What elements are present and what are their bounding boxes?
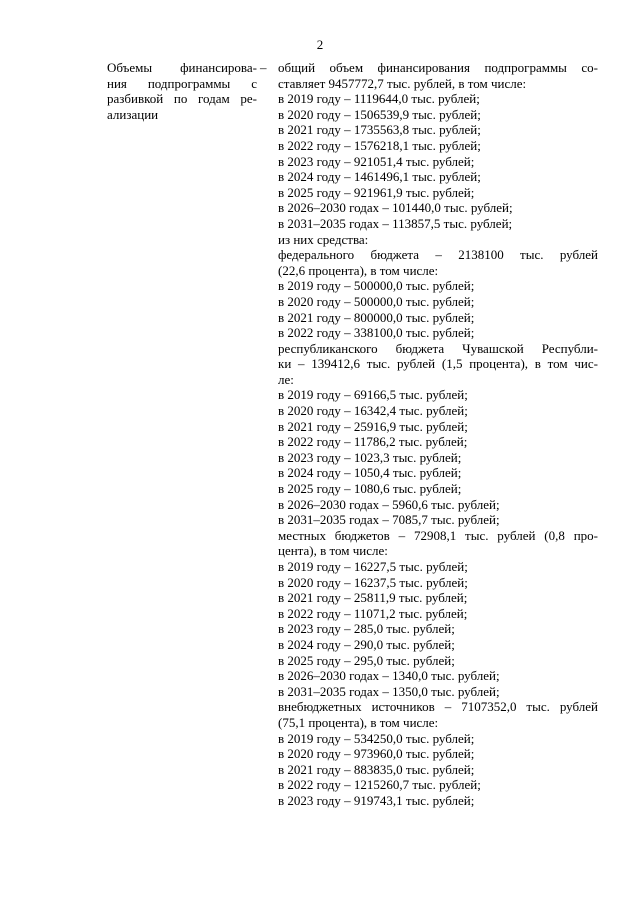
label-line: ализации	[107, 106, 159, 122]
page-number: 2	[316, 37, 324, 52]
content-line: в 2021 году – 883835,0 тыс. рублей;	[278, 761, 475, 777]
content-line: в 2020 году – 16237,5 тыс. рублей;	[278, 574, 468, 590]
content-line: в 2022 году – 11786,2 тыс. рублей;	[278, 434, 468, 450]
content-line: в 2022 году – 1576218,1 тыс. рублей;	[278, 137, 481, 153]
separator-dash: –	[260, 60, 267, 75]
label-line: ния подпрограммы с	[107, 75, 257, 91]
content-line: республиканского бюджета Чувашской Республи-	[278, 340, 598, 356]
content-line: в 2019 году – 534250,0 тыс. рублей;	[278, 730, 475, 746]
content-line: общий объем финансирования подпрограммы со-	[278, 60, 598, 75]
content-line: в 2020 году – 1506539,9 тыс. рублей;	[278, 106, 481, 122]
content-line: в 2019 году – 500000,0 тыс. рублей;	[278, 278, 475, 294]
content-line: в 2020 году – 16342,4 тыс. рублей;	[278, 403, 468, 419]
content-line: в 2025 году – 1080,6 тыс. рублей;	[278, 481, 462, 497]
content-line: ле:	[278, 371, 294, 387]
content-line: местных бюджетов – 72908,1 тыс. рублей (0,8 про-	[278, 527, 598, 543]
content-line: (22,6 процента), в том числе:	[278, 262, 439, 278]
content-line: в 2026–2030 годах – 1340,0 тыс. рублей;	[278, 668, 500, 684]
content-line: в 2023 году – 285,0 тыс. рублей;	[278, 621, 455, 637]
content-line: в 2025 году – 921961,9 тыс. рублей;	[278, 184, 475, 200]
label-line: разбивкой по годам ре-	[107, 91, 257, 107]
content-line: в 2019 году – 1119644,0 тыс. рублей;	[278, 91, 480, 107]
content-line: в 2022 году – 11071,2 тыс. рублей;	[278, 605, 468, 621]
content-line: в 2024 году – 290,0 тыс. рублей;	[278, 636, 455, 652]
content-line: в 2024 году – 1461496,1 тыс. рублей;	[278, 169, 481, 185]
content-line: в 2021 году – 1735563,8 тыс. рублей;	[278, 122, 481, 138]
content-line: в 2026–2030 годах – 101440,0 тыс. рублей;	[278, 200, 513, 216]
content-line: в 2026–2030 годах – 5960,6 тыс. рублей;	[278, 496, 500, 512]
content-line: в 2022 году – 1215260,7 тыс. рублей;	[278, 777, 481, 793]
content-line: (75,1 процента), в том числе:	[278, 714, 439, 730]
content-line: в 2023 году – 919743,1 тыс. рублей;	[278, 792, 475, 808]
content-line: в 2031–2035 годах – 113857,5 тыс. рублей;	[278, 215, 513, 231]
content-line: в 2020 году – 500000,0 тыс. рублей;	[278, 293, 475, 309]
content-line: в 2031–2035 годах – 1350,0 тыс. рублей;	[278, 683, 500, 699]
content-line: внебюджетных источников – 7107352,0 тыс. рублей	[278, 699, 598, 715]
content-line: в 2019 году – 69166,5 тыс. рублей;	[278, 387, 468, 403]
content-line: из них средства:	[278, 231, 369, 247]
content-line: федерального бюджета – 2138100 тыс. рублей	[278, 247, 598, 263]
content-line: ставляет 9457772,7 тыс. рублей, в том числе:	[278, 75, 527, 91]
content-line: в 2021 году – 800000,0 тыс. рублей;	[278, 309, 475, 325]
content-line: цента), в том числе:	[278, 543, 388, 559]
label-line: Объемы финансирова-	[107, 60, 257, 75]
content-line: в 2021 году – 25916,9 тыс. рублей;	[278, 418, 468, 434]
content-line: в 2025 году – 295,0 тыс. рублей;	[278, 652, 455, 668]
content-line: в 2031–2035 годах – 7085,7 тыс. рублей;	[278, 512, 500, 528]
content-line: в 2021 году – 25811,9 тыс. рублей;	[278, 590, 468, 606]
funding-details	[278, 60, 598, 809]
content-line: в 2024 году – 1050,4 тыс. рублей;	[278, 465, 462, 481]
content-line: ки – 139412,6 тыс. рублей (1,5 процента), в том чис-	[278, 356, 598, 372]
section-label	[107, 60, 257, 122]
content-line: в 2023 году – 921051,4 тыс. рублей;	[278, 153, 475, 169]
content-line: в 2023 году – 1023,3 тыс. рублей;	[278, 449, 462, 465]
content-line: в 2020 году – 973960,0 тыс. рублей;	[278, 746, 475, 762]
content-line: в 2019 году – 16227,5 тыс. рублей;	[278, 559, 468, 574]
content-line: в 2022 году – 338100,0 тыс. рублей;	[278, 325, 475, 341]
